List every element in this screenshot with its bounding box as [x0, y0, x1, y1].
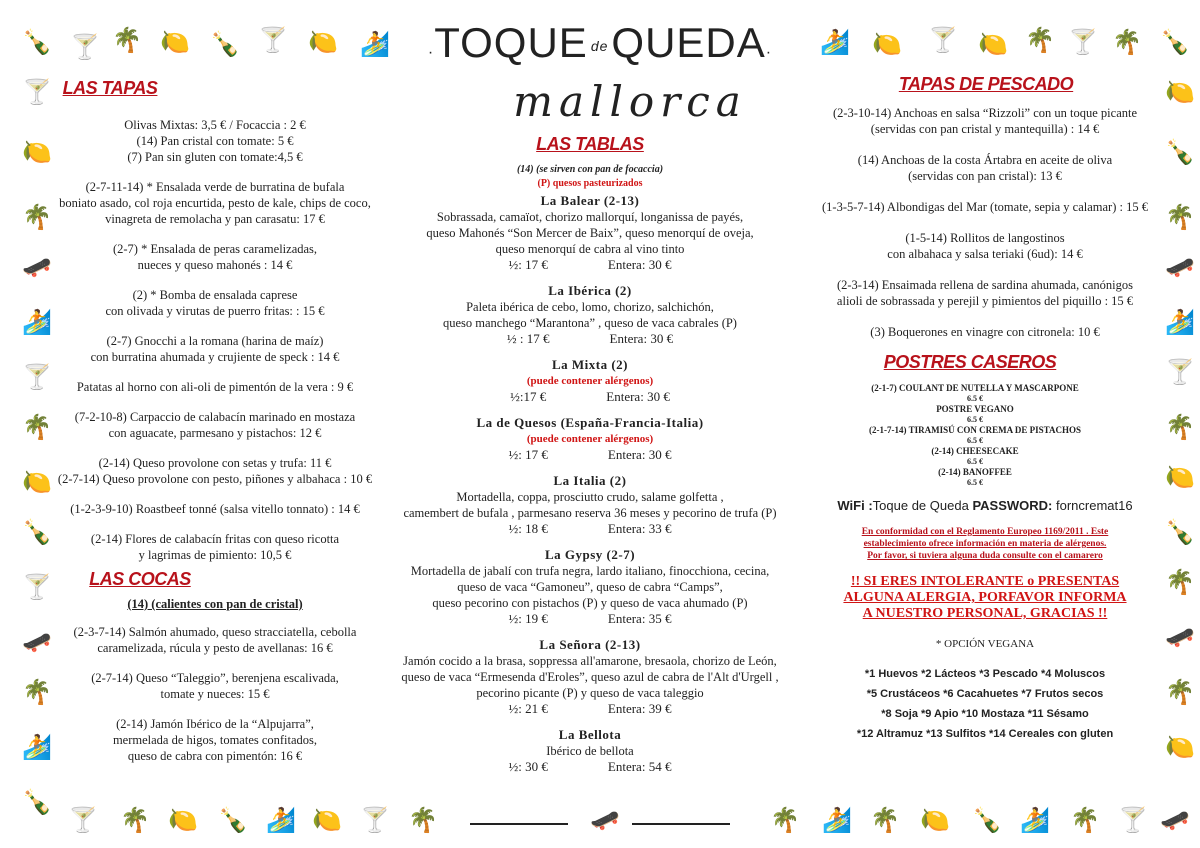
tabla-name: La Ibérica (2) [548, 283, 632, 298]
tapas-line: (7) Pan sin gluten con tomate:4,5 € [127, 150, 303, 164]
lemon-icon: 🍋 [978, 30, 1008, 58]
skate-icon: 🛹 [22, 253, 52, 281]
surfboard-icon: 🏄 [1165, 308, 1195, 336]
cocas-line: queso de cabra con pimentón: 16 € [127, 749, 303, 763]
tabla-name: La Gypsy (2-7) [544, 547, 636, 562]
tabla-desc: queso de vaca “Ermesenda d'Eroles”, queso azul de cabra de l'Alt d'Urgell , [401, 670, 779, 684]
palm-tree-icon: 🌴 [22, 203, 52, 231]
postre-price: 6.5 € [967, 478, 983, 487]
tabla-name: La Señora (2-13) [539, 637, 641, 652]
tablas-note-focaccia: (14) (se sirven con pan de focaccia) [516, 164, 664, 175]
spacer [30, 702, 400, 716]
allergen-line: *8 Soja *9 Apio *10 Mostaza *11 Sésamo [881, 708, 1089, 720]
tabla-prices [400, 759, 780, 775]
palm-tree-icon: 🌴 [120, 806, 150, 834]
palm-tree-icon: 🌴 [1112, 28, 1142, 56]
palm-tree-icon: 🌴 [770, 806, 800, 834]
spacer [800, 184, 1170, 199]
allergen-line: *12 Altramuz *13 Sulfitos *14 Cereales con gluten [856, 728, 1114, 740]
tabla-price-full: Entera: 30 € [607, 447, 672, 462]
lemon-icon: 🍋 [1165, 78, 1195, 106]
postre-name: (2-14) BANOFFEE [938, 467, 1012, 477]
tabla-desc: queso menorquí de cabra al vino tinto [495, 242, 685, 256]
tapas-line: (2-14) Queso provolone con setas y trufa: 11 € [98, 456, 332, 470]
tabla-quesos [400, 415, 780, 463]
cocktail-icon: 🍸 [22, 78, 52, 106]
tabla-price-full: Entera: 33 € [607, 521, 672, 536]
cocas-line: mermelada de higos, tomates confitados, [112, 733, 318, 747]
tabla-price-half: ½: 19 € [508, 611, 548, 626]
tablas-note-pasteurizados: (P) quesos pasteurizados [537, 178, 643, 189]
palm-tree-icon: 🌴 [22, 678, 52, 706]
tabla-desc: queso Mahonés “Son Mercer de Baix”, queso menorquí de oveja, [426, 226, 754, 240]
brand-name-right: QUEDA [611, 19, 766, 66]
tabla-balear [400, 193, 780, 273]
postre-name: (2-14) CHEESECAKE [931, 446, 1019, 456]
tapas-title: LAS TAPAS [62, 78, 158, 98]
right-column [800, 74, 1170, 744]
tabla-desc: Sobrassada, camaïot, chorizo mallorquí, longanissa de payés, [436, 210, 744, 224]
bottle-icon: 🍾 [22, 788, 52, 816]
postre-name: (2-1-7) COULANT DE NUTELLA Y MASCARPONE [871, 383, 1079, 393]
allergen-line: *1 Huevos *2 Lácteos *3 Pescado *4 Moluscos [864, 668, 1106, 680]
tabla-name: La de Quesos (España-Francia-Italia) [476, 415, 704, 430]
postre-price: 6.5 € [967, 436, 983, 445]
postre-name: POSTRE VEGANO [936, 404, 1014, 414]
spacer [30, 517, 400, 531]
tabla-price-half: ½: 18 € [508, 521, 548, 536]
tapas-line: Patatas al horno con ali-oli de pimentón de la vera : 9 € [76, 380, 354, 394]
cocktail-icon: 🍸 [68, 806, 98, 834]
tabla-desc: queso de vaca “Gamoneu”, queso de cabra “Camps”, [457, 580, 723, 594]
skate-icon: 🛹 [1160, 806, 1190, 834]
tapas-line: con aguacate, parmesano y pistachos: 12 € [108, 426, 322, 440]
brand-name-left: TOQUE [434, 19, 588, 66]
tabla-price-half: ½: 17 € [508, 257, 548, 272]
pescado-list [800, 105, 1170, 340]
wifi-password: forncremat16 [1056, 498, 1133, 513]
tapas-line: nueces y queso mahonés : 14 € [137, 258, 293, 272]
legal-line: En conformidad con el Reglamento Europeo 1169/2011 . Este [861, 527, 1109, 537]
tapas-line: con olivada y virutas de puerro fritas: : 15 € [105, 304, 325, 318]
tapas-line: Olivas Mixtas: 3,5 € / Focaccia : 2 € [124, 118, 306, 132]
alert-line: ALGUNA ALERGIA, PORFAVOR INFORMA [843, 590, 1127, 605]
tabla-price-full: Entera: 35 € [607, 611, 672, 626]
bottom-divider-left [470, 823, 568, 825]
tabla-allergen-note: (puede contener alérgenos) [526, 433, 654, 445]
postre-name: (2-1-7-14) TIRAMISÚ CON CREMA DE PISTACHOS [869, 425, 1081, 435]
tabla-bellota [400, 727, 780, 775]
bottle-icon: 🍾 [218, 806, 248, 834]
postre-price: 6.5 € [967, 457, 983, 466]
tabla-desc: pecorino picante (P) y queso de vaca taleggio [476, 686, 704, 700]
tabla-price-half: ½: 30 € [508, 759, 548, 774]
pescado-line: con albahaca y salsa teriaki (6ud): 14 € [887, 247, 1083, 261]
lemon-icon: 🍋 [22, 468, 52, 496]
tabla-allergen-note: (puede contener alérgenos) [526, 375, 654, 387]
postres-list [780, 383, 1170, 488]
cocktail-icon: 🍸 [70, 33, 100, 61]
tabla-name: La Mixta (2) [551, 357, 629, 372]
wifi-password-label: PASSWORD: [972, 498, 1053, 513]
palm-tree-icon: 🌴 [870, 806, 900, 834]
tapas-line: (1-2-3-9-10) Roastbeef tonné (salsa vitello tonnato) : 14 € [70, 502, 360, 516]
tablas-list [400, 193, 780, 775]
tabla-price-full: Entera: 30 € [609, 331, 674, 346]
spacer [30, 273, 400, 287]
cocas-line: caramelizada, rúcula y pesto de avellanas: 16 € [97, 641, 333, 655]
spacer [30, 395, 400, 409]
bottle-icon: 🍾 [972, 806, 1002, 834]
bottle-icon: 🍾 [1165, 138, 1195, 166]
tabla-desc: Jamón cocido a la brasa, soppressa all'amarone, bresaola, chorizo de León, [403, 654, 777, 668]
bottle-icon: 🍾 [1165, 518, 1195, 546]
tabla-mixta [400, 357, 780, 405]
lemon-icon: 🍋 [872, 30, 902, 58]
palm-tree-icon: 🌴 [1165, 678, 1195, 706]
brand-name-de: de [590, 37, 609, 54]
pescado-line: (14) Anchoas de la costa Ártabra en aceite de oliva [857, 153, 1113, 167]
tabla-prices [400, 611, 780, 627]
tabla-gypsy [400, 547, 780, 627]
tabla-price-full: Entera: 30 € [606, 389, 670, 404]
tapas-line: vinagreta de remolacha y pan carasatu: 17 € [105, 212, 325, 226]
tapas-line: boniato asado, col roja encurtida, pesto de kale, chips de coco, [59, 196, 371, 210]
tabla-price-half: ½ : 17 € [506, 331, 550, 346]
tapas-line: (2-7) * Ensalada de peras caramelizadas, [112, 242, 318, 256]
tabla-desc: queso manchego “Marantona” , queso de vaca cabrales (P) [443, 316, 737, 330]
cocas-line: (2-3-7-14) Salmón ahumado, queso stracciatella, cebolla [73, 625, 357, 639]
left-column [30, 78, 400, 764]
palm-tree-icon: 🌴 [408, 806, 438, 834]
legal-line: establecimiento ofrece información en materia de alérgenos. [863, 539, 1107, 549]
tablas-title: LAS TABLAS [536, 134, 644, 154]
tabla-desc: Mortadella, coppa, prosciutto crudo, salame golfetta , [456, 490, 724, 504]
allergen-line: *5 Crustáceos *6 Cacahuetes *7 Frutos secos [866, 688, 1104, 700]
vegan-note: * OPCIÓN VEGANA [935, 638, 1035, 650]
tabla-prices [400, 701, 780, 717]
pescado-line: (servidas con pan cristal y mantequilla) : 14 € [870, 122, 1100, 136]
palm-tree-icon: 🌴 [1165, 413, 1195, 441]
tabla-desc: Ibérico de bellota [546, 744, 634, 758]
tabla-name: La Bellota [558, 727, 622, 742]
tabla-desc: Paleta ibérica de cebo, lomo, chorizo, salchichón, [466, 300, 714, 314]
tabla-prices [400, 257, 780, 273]
lemon-icon: 🍋 [1165, 733, 1195, 761]
cocktail-icon: 🍸 [22, 363, 52, 391]
lemon-icon: 🍋 [160, 28, 190, 56]
tapas-line: (2) * Bomba de ensalada caprese [132, 288, 298, 302]
allergy-alert [800, 574, 1170, 622]
pescado-title: TAPAS DE PESCADO [898, 74, 1074, 94]
brand-logo: ·TOQUE deQUEDA· mallorca [420, 20, 780, 124]
surfboard-icon: 🏄 [822, 806, 852, 834]
pescado-line: (1-5-14) Rollitos de langostinos [905, 231, 1065, 245]
tapas-line: (2-7) Gnocchi a la romana (harina de maíz) [106, 334, 324, 348]
tapas-list [30, 117, 400, 563]
tapas-line: (7-2-10-8) Carpaccio de calabacín marinado en mostaza [74, 410, 356, 424]
surfboard-icon: 🏄 [360, 30, 390, 58]
pescado-line: (servidas con pan cristal): 13 € [908, 169, 1062, 183]
postres-title: POSTRES CASEROS [883, 352, 1057, 372]
surfboard-icon: 🏄 [22, 308, 52, 336]
spacer [800, 137, 1170, 152]
tabla-desc: Mortadella de jabalí con trufa negra, lardo italiano, finocchiona, cecina, [410, 564, 770, 578]
postre-price: 6.5 € [967, 394, 983, 403]
wifi-label: WiFi : [837, 498, 873, 513]
cocas-title: LAS COCAS [89, 569, 191, 589]
tabla-desc: queso pecorino con pistachos (P) y queso de vaca ahumado (P) [432, 596, 748, 610]
cocktail-icon: 🍸 [1068, 28, 1098, 56]
tapas-line: y lagrimas de pimiento: 10,5 € [138, 548, 292, 562]
cocas-line: (2-14) Jamón Ibérico de la “Alpujarra”, [116, 717, 314, 731]
tapas-line: con burratina ahumada y crujiente de speck : 14 € [90, 350, 340, 364]
skate-icon: 🛹 [1165, 253, 1195, 281]
tabla-senora [400, 637, 780, 717]
spacer [30, 441, 400, 455]
palm-tree-icon: 🌴 [1070, 806, 1100, 834]
spacer [800, 262, 1170, 277]
tabla-desc: camembert de bufala , parmesano reserva 36 meses y pecorino de trufa (P) [403, 506, 777, 520]
pescado-line: (3) Boquerones en vinagre con citronela: 10 € [870, 325, 1100, 339]
palm-tree-icon: 🌴 [1165, 568, 1195, 596]
pescado-line: (2-3-14) Ensaimada rellena de sardina ahumada, canónigos [836, 278, 1134, 292]
cocas-line: (2-7-14) Queso “Taleggio”, berenjena escalivada, [91, 671, 339, 685]
tabla-price-half: ½: 17 € [508, 447, 548, 462]
tabla-italia [400, 473, 780, 537]
cocktail-icon: 🍸 [258, 26, 288, 54]
spacer [30, 656, 400, 670]
spacer [800, 309, 1170, 324]
bottle-icon: 🍾 [22, 28, 52, 56]
bottle-icon: 🍾 [22, 518, 52, 546]
cocktail-icon: 🍸 [22, 573, 52, 601]
legal-notice [800, 526, 1170, 562]
cocktail-icon: 🍸 [1165, 358, 1195, 386]
legal-line: Por favor, si tuviera alguna duda consulte con el camarero [867, 551, 1103, 561]
cocktail-icon: 🍸 [1118, 806, 1148, 834]
palm-tree-icon: 🌴 [1165, 203, 1195, 231]
pescado-line: (2-3-10-14) Anchoas en salsa “Rizzoli” con un toque picante [832, 106, 1138, 120]
bottom-divider-right [632, 823, 730, 825]
tabla-prices [400, 389, 780, 405]
lemon-icon: 🍋 [168, 806, 198, 834]
surfboard-icon: 🏄 [820, 28, 850, 56]
tapas-line: (2-14) Flores de calabacín fritas con queso ricotta [90, 532, 340, 546]
wifi-network: Toque de Queda [872, 498, 969, 513]
skate-icon: 🛹 [590, 806, 620, 834]
spacer [30, 165, 400, 179]
surfboard-icon: 🏄 [22, 733, 52, 761]
palm-tree-icon: 🌴 [1025, 26, 1055, 54]
lemon-icon: 🍋 [920, 806, 950, 834]
surfboard-icon: 🏄 [266, 806, 296, 834]
tabla-prices [400, 447, 780, 463]
tabla-name: La Italia (2) [553, 473, 627, 488]
palm-tree-icon: 🌴 [22, 413, 52, 441]
postre-price: 6.5 € [967, 415, 983, 424]
alert-line: A NUESTRO PERSONAL, GRACIAS !! [862, 606, 1108, 621]
tabla-name: La Balear (2-13) [540, 193, 640, 208]
lemon-icon: 🍋 [308, 28, 338, 56]
middle-column [400, 134, 780, 775]
bottle-icon: 🍾 [210, 30, 240, 58]
tabla-price-full: Entera: 30 € [607, 257, 672, 272]
tabla-prices [400, 331, 780, 347]
spacer [30, 319, 400, 333]
skate-icon: 🛹 [1165, 623, 1195, 651]
tabla-prices [400, 521, 780, 537]
tabla-price-half: ½: 21 € [508, 701, 548, 716]
allergen-legend [800, 664, 1170, 744]
cocas-subtitle: (14) (calientes con pan de cristal) [127, 597, 303, 611]
spacer [30, 227, 400, 241]
surfboard-icon: 🏄 [1020, 806, 1050, 834]
tapas-line: (14) Pan cristal con tomate: 5 € [136, 134, 294, 148]
spacer [30, 365, 400, 379]
skate-icon: 🛹 [22, 628, 52, 656]
tapas-line: (2-7-14) Queso provolone con pesto, piñones y albahaca : 10 € [57, 472, 373, 486]
cocas-line: tomate y nueces: 15 € [160, 687, 270, 701]
brand-city: mallorca [513, 77, 747, 126]
lemon-icon: 🍋 [22, 138, 52, 166]
tabla-price-half: ½:17 € [510, 389, 547, 404]
spacer [800, 215, 1170, 230]
palm-tree-icon: 🌴 [112, 26, 142, 54]
wifi-info [800, 498, 1170, 514]
cocktail-icon: 🍸 [360, 806, 390, 834]
cocktail-icon: 🍸 [928, 26, 958, 54]
tapas-line: (2-7-11-14) * Ensalada verde de burratina de bufala [85, 180, 345, 194]
tabla-iberica [400, 283, 780, 347]
tabla-price-full: Entera: 39 € [607, 701, 672, 716]
alert-line: !! SI ERES INTOLERANTE o PRESENTAS [850, 574, 1120, 589]
lemon-icon: 🍋 [312, 806, 342, 834]
bottle-icon: 🍾 [1160, 28, 1190, 56]
lemon-icon: 🍋 [1165, 463, 1195, 491]
cocas-list [30, 624, 400, 764]
spacer [30, 487, 400, 501]
pescado-line: alioli de sobrassada y perejil y pimientos del piquillo : 15 € [836, 294, 1134, 308]
pescado-line: (1-3-5-7-14) Albondigas del Mar (tomate, sepia y calamar) : 15 € [822, 200, 1148, 214]
tabla-price-full: Entera: 54 € [607, 759, 672, 774]
